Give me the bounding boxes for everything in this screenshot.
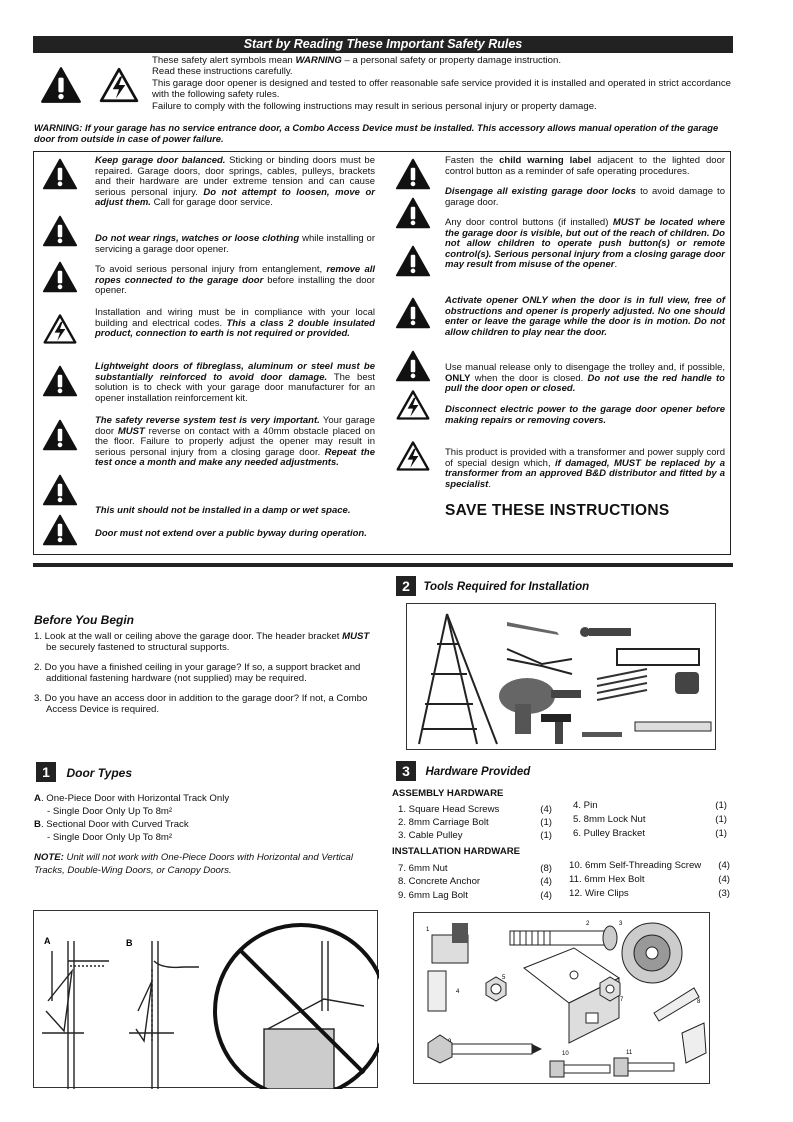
list-item: 3. Cable Pulley (398, 830, 463, 841)
list-item: 2. Do you have a finished ceiling in your garage? If so, a support bracket and additional fastening hardware (not supplied) may be required. (34, 662, 361, 684)
list-item: 10. 6mm Self-Threading Screw (569, 860, 702, 871)
list-item: 11. 6mm Hex Bolt (569, 874, 645, 885)
warning-icon (42, 513, 78, 547)
hammer-icon (541, 714, 571, 744)
section-divider (33, 563, 733, 567)
rule-remove-ropes: To avoid serious personal injury from entanglement, remove all ropes connected to the garage door before installing the door opener. (95, 264, 376, 297)
item-quantity: (3) (718, 888, 730, 899)
electric-hazard-icon (42, 312, 78, 346)
list-item: 6. Pulley Bracket (573, 828, 645, 839)
assembly-heading: ASSEMBLY HARDWARE (392, 788, 504, 799)
pin-icon (428, 971, 446, 1011)
list-item: 5. 8mm Lock Nut (573, 814, 646, 825)
rule-wiring-codes: Installation and wiring must be in compliance with your local building and electrical codes. This a class 2 double insulated product, connection to earth is not required or provided. (95, 307, 375, 340)
part-label: 7 (620, 997, 624, 1003)
warning-icon (42, 473, 78, 507)
rule-child-label: Fasten the child warning label adjacent to the lighted door control button as a reminder of safe operating procedures. (445, 155, 726, 177)
figure-label-a: A (44, 936, 51, 946)
list-item: 3. Do you have an access door in addition to the garage door? If not, a Combo Access Device is required. (34, 693, 368, 715)
drill-bits-icon (597, 669, 647, 700)
pencil-icon (507, 622, 559, 635)
part-label: 3 (619, 921, 623, 927)
rule-transformer: This product is provided with a transformer and power supply cord of special design which, if damaged, MUST be replaced by a transformer from an approved B&D distributor and fitted by a specialist. (445, 447, 725, 490)
list-item: 1. Look at the wall or ceiling above the garage door. The header bracket MUST be securely fastened to structural supports. (34, 631, 370, 653)
tape-measure-icon (675, 672, 699, 694)
ladder-icon (419, 614, 497, 744)
warning-icon (395, 349, 431, 383)
hardware-title: Hardware Provided (425, 765, 531, 778)
item-quantity: (4) (718, 874, 730, 885)
hardware-header (396, 761, 530, 781)
warning-icon (395, 244, 431, 278)
save-instructions-heading: SAVE THESE INSTRUCTIONS (445, 502, 670, 519)
item-quantity: (4) (540, 876, 552, 887)
rule-public-byway: Door must not extend over a public byway during operation. (95, 528, 367, 539)
door-types-header (36, 762, 132, 782)
rule-manual-release: Use manual release only to disengage the trolley and, if possible, ONLY when the door is closed. Do not use the red handle to pull the door open or closed. (445, 362, 725, 395)
hacksaw-icon (617, 649, 699, 665)
warning-icon (42, 364, 78, 398)
list-item: 4. Pin (573, 800, 598, 811)
part-label: 11 (626, 1050, 633, 1056)
door-types-title: Door Types (66, 765, 133, 780)
pliers-icon (507, 649, 572, 674)
part-label: 1 (426, 927, 430, 933)
warning-icon (42, 260, 78, 294)
list-item: 7. 6mm Nut (398, 863, 448, 874)
before-you-begin-title: Before You Begin (34, 613, 135, 627)
warning-icon (42, 418, 78, 452)
step-number: 3 (396, 761, 416, 781)
rule-door-balanced: Keep garage door balanced. Sticking or binding doors must be repaired. Garage doors, door springs, cables, pulleys, brackets and their hardware are under extreme tension and can cause serious personal injury. Do not attempt to loosen, move or adjust them. Call for garage door service. (95, 155, 375, 209)
item-quantity: (1) (540, 830, 552, 841)
part-label: 4 (456, 989, 460, 995)
tools-illustration (406, 603, 716, 750)
level-icon (635, 722, 711, 731)
cable-pulley-icon (622, 923, 682, 983)
figure-label-b: B (126, 938, 133, 948)
item-quantity: (4) (718, 860, 730, 871)
step-number: 2 (396, 576, 416, 596)
rule-activate-opener: Activate opener ONLY when the door is in full view, free of obstructions and opener is properly adjusted. No one should enter or leave the garage while the door is in motion. Do not allow children to play near the door. (445, 295, 725, 338)
list-item: 9. 6mm Lag Bolt (398, 890, 468, 901)
item-quantity: (1) (715, 800, 727, 811)
safety-rules-banner: Start by Reading These Important Safety Rules (33, 36, 733, 53)
rule-lightweight-doors: Lightweight doors of fibreglass, aluminum or steel must be substantially reinforced to avoid door damage. The best solution is to check with your garage door manufacturer for an opener installation reinforcement kit. (95, 361, 376, 404)
item-quantity: (8) (540, 863, 552, 874)
intro-text: These safety alert symbols mean WARNING – a personal safety or property damage instruction. Read these instructions carefully. This garage door opener is designed and tested to offer reasonable safe service provided it is installed and operated in strict accordance with the following safety rules. Failure to comply with the following instructions may result in serious personal injury or property damage. (152, 55, 731, 112)
electric-hazard-icon (395, 439, 431, 473)
door-types-figure (33, 910, 378, 1088)
rule-no-rings: Do not wear rings, watches or loose clothing while installing or servicing a garage door opener. (95, 233, 376, 255)
item-quantity: (4) (540, 890, 552, 901)
step-number: 1 (36, 762, 56, 782)
item-quantity: (1) (715, 814, 727, 825)
self-threading-screw-icon (550, 1061, 610, 1077)
warning-icon (42, 157, 78, 191)
part-label: 5 (502, 975, 506, 981)
warning-icon (395, 196, 431, 230)
concrete-anchor-icon (654, 988, 699, 1021)
rule-disconnect-power: Disconnect electric power to the garage door opener before making repairs or removing covers. (445, 404, 725, 426)
door-types-list: A. One-Piece Door with Horizontal Track Only - Single Door Only Up To 8m² B. Sectional Door with Curved Track - Single Door Only Up To 8m² NOTE: Unit will not work with One-Piece Doors with Horizontal and Vertical Tracks, Double-Wing Doors, or Canopy Doors. (34, 793, 354, 876)
list-item: 2. 8mm Carriage Bolt (398, 817, 489, 828)
drill-icon (499, 678, 581, 734)
list-item: 1. Square Head Screws (398, 804, 500, 815)
safety-rules-box (33, 151, 731, 555)
carriage-bolt-icon (510, 926, 617, 950)
list-item: 8. Concrete Anchor (398, 876, 481, 887)
part-label: 8 (697, 999, 701, 1005)
hex-bolt-icon (614, 1058, 674, 1076)
wrench-icon (580, 627, 631, 637)
part-label: 10 (562, 1051, 569, 1057)
item-quantity: (4) (540, 804, 552, 815)
lag-bolt-icon (428, 1035, 542, 1063)
warning-icon (395, 296, 431, 330)
electric-hazard-icon (395, 388, 431, 422)
list-item: 12. Wire Clips (569, 888, 629, 899)
warning-icon (42, 214, 78, 248)
square-head-screw-icon (432, 923, 468, 963)
part-label: 2 (586, 921, 590, 927)
item-quantity: (1) (715, 828, 727, 839)
combo-access-warning: WARNING: If your garage has no service entrance door, a Combo Access Device must be installed. This accessory allows manual operation of the garage door from outside in case of power failure. (34, 122, 719, 144)
screwdriver-icon (582, 732, 622, 737)
electric-hazard-icon (98, 66, 140, 104)
rule-safety-reverse: The safety reverse system test is very important. Your garage door MUST reverse on contact with a 40mm obstacle placed on the floor. Failure to properly adjust the opener may result in serious personal injury from a closing garage door. Repeat the test once a month and make any needed adjustments. (95, 415, 375, 469)
tools-title: Tools Required for Installation (423, 580, 590, 593)
warning-icon (40, 66, 82, 104)
installation-heading: INSTALLATION HARDWARE (392, 846, 521, 857)
hardware-list (392, 787, 732, 907)
before-you-begin-list (34, 631, 374, 724)
warning-icon (395, 157, 431, 191)
wire-clip-icon (682, 1023, 706, 1063)
rule-disengage-locks: Disengage all existing garage door locks to avoid damage to garage door. (445, 186, 725, 208)
rule-door-control-buttons: Any door control buttons (if installed) MUST be located where the garage door is visible, but out of the reach of children. Do not allow children to operate push button(s) or remote control(s). Serious personal injury from a closing garage door may result from misuse of the opener. (445, 217, 725, 271)
hardware-illustration (413, 912, 710, 1084)
tools-header (396, 576, 589, 596)
rule-damp-space: This unit should not be installed in a damp or wet space. (95, 505, 351, 516)
item-quantity: (1) (540, 817, 552, 828)
